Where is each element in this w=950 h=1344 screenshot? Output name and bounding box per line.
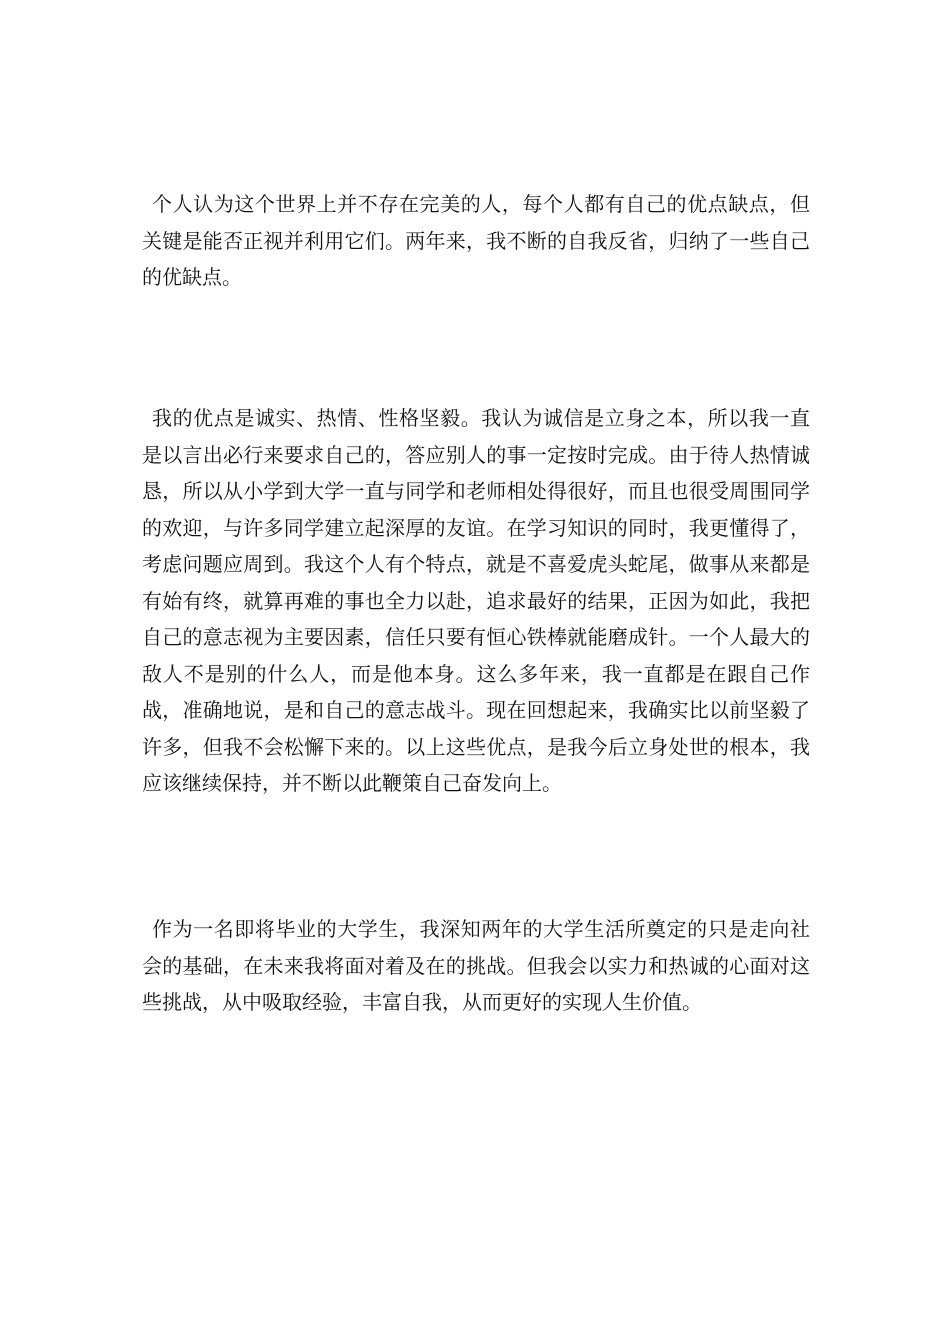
paragraph-intro: 个人认为这个世界上并不存在完美的人，每个人都有自己的优点缺点，但关键是能否正视并利用它们。两年来，我不断的自我反省，归纳了一些自己的优缺点。 — [142, 192, 810, 289]
paragraph-future: 作为一名即将毕业的大学生，我深知两年的大学生活所奠定的只是走向社会的基础，在未来我将面对着及在的挑战。但我会以实力和热诚的心面对这些挑战，从中吸取经验，丰富自我，从而更好的实现人生价值。 — [142, 917, 810, 1014]
paragraph-strengths: 我的优点是诚实、热情、性格坚毅。我认为诚信是立身之本，所以我一直是以言出必行来要求自己的，答应别人的事一定按时完成。由于待人热情诚恳，所以从小学到大学一直与同学和老师相处得很好，而且也很受周围同学的欢迎，与许多同学建立起深厚的友谊。在学习知识的同时，我更懂得了，考虑问题应周到。我这个人有个特点，就是不喜爱虎头蛇尾，做事从来都是有始有终，就算再难的事也全力以赴，追求最好的结果，正因为如此，我把自己的意志视为主要因素，信任只要有恒心铁棒就能磨成针。一个人最大的敌人不是别的什么人，而是他本身。这么多年来，我一直都是在跟自己作战，准确地说，是和自己的意志战斗。现在回想起来，我确实比以前坚毅了许多，但我不会松懈下来的。以上这些优点，是我今后立身处世的根本，我应该继续保持，并不断以此鞭策自己奋发向上。 — [142, 406, 810, 795]
